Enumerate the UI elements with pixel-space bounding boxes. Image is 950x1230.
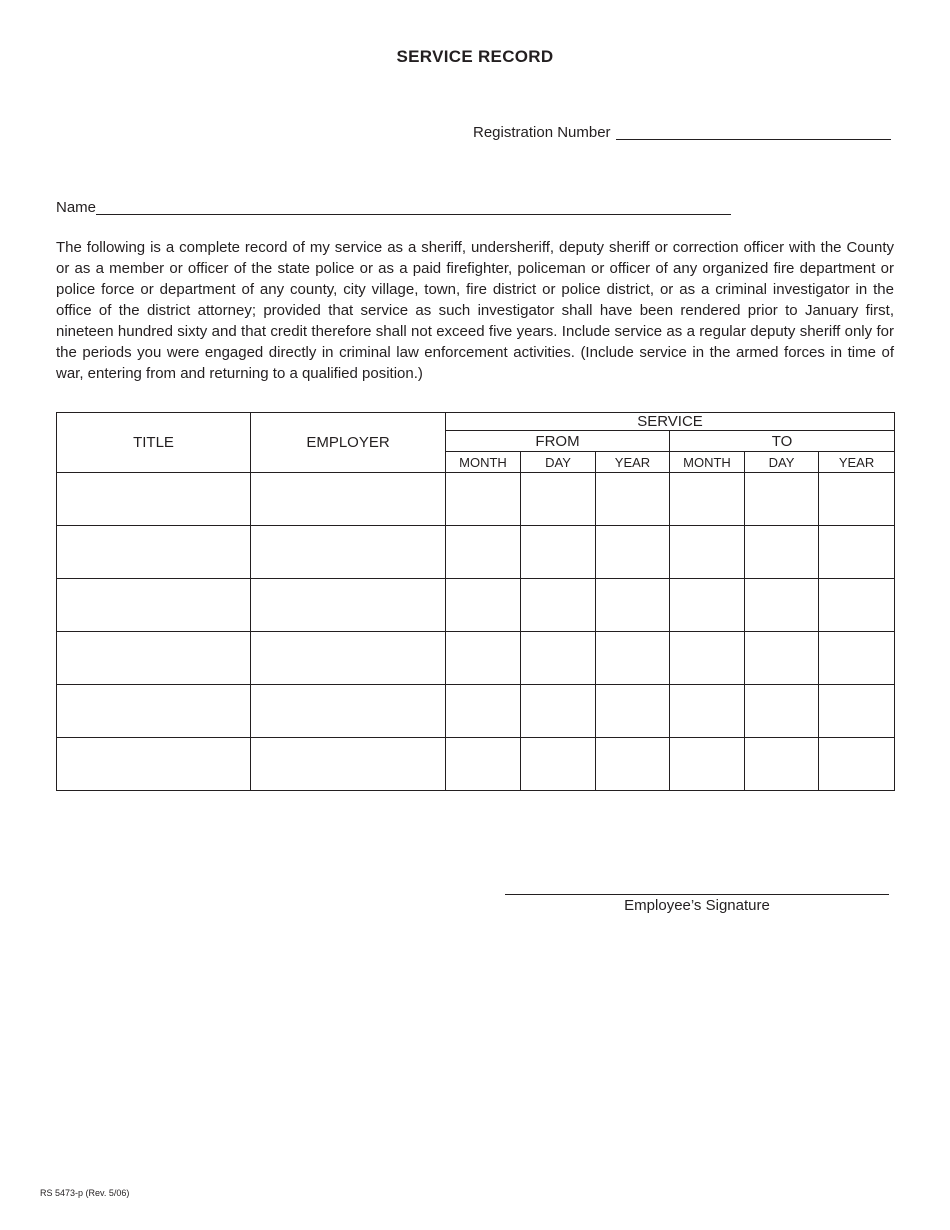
from-year-cell[interactable]: [596, 526, 670, 579]
to-day-cell[interactable]: [745, 473, 819, 526]
to-day-cell[interactable]: [745, 579, 819, 632]
from-year-cell[interactable]: [596, 473, 670, 526]
from-day-cell[interactable]: [521, 632, 596, 685]
name-label: Name: [56, 199, 97, 216]
instructions-paragraph: The following is a complete record of my service as a sheriff, undersheriff, deputy sheriff or correction officer with the County or as a member or officer of the state police or as a paid firefighter, policeman or officer of any organized fire department or police force or department of any county, city village, town, fire district or police district, or as a criminal investigator in the office of the district attorney; provided that service as such investigator shall have been rendered prior to January first, nineteen hundred sixty and that credit therefore shall not exceed five years. Include service as a regular deputy sheriff only for the periods you were engaged directly in criminal law enforcement activities. (Include service in the armed forces in time of war, entering from and returning to a qualified position.): [56, 239, 894, 382]
from-month-cell[interactable]: [446, 579, 521, 632]
col-header-title: TITLE: [57, 413, 251, 473]
signature-field[interactable]: [505, 894, 889, 895]
to-day-cell[interactable]: [745, 526, 819, 579]
to-month-cell[interactable]: [670, 579, 745, 632]
to-month-cell[interactable]: [670, 473, 745, 526]
col-header-to-month: MONTH: [670, 452, 745, 473]
col-header-to-year: YEAR: [819, 452, 895, 473]
table-row: [57, 632, 895, 685]
from-day-cell[interactable]: [521, 738, 596, 791]
from-month-cell[interactable]: [446, 632, 521, 685]
form-title: SERVICE RECORD: [396, 47, 554, 66]
table-row: [57, 685, 895, 738]
registration-number-label: Registration Number: [473, 124, 611, 141]
from-month-cell[interactable]: [446, 526, 521, 579]
to-month-cell[interactable]: [670, 685, 745, 738]
col-header-service: SERVICE: [446, 413, 895, 431]
employer-cell[interactable]: [251, 526, 446, 579]
table-row: [57, 738, 895, 791]
from-day-cell[interactable]: [521, 685, 596, 738]
employer-cell[interactable]: [251, 473, 446, 526]
from-day-cell[interactable]: [521, 473, 596, 526]
title-cell[interactable]: [57, 473, 251, 526]
table-row: [57, 579, 895, 632]
to-year-cell[interactable]: [819, 685, 895, 738]
title-cell[interactable]: [57, 632, 251, 685]
name-field[interactable]: [96, 214, 731, 215]
title-cell[interactable]: [57, 685, 251, 738]
to-day-cell[interactable]: [745, 632, 819, 685]
to-month-cell[interactable]: [670, 632, 745, 685]
from-year-cell[interactable]: [596, 579, 670, 632]
registration-number-field[interactable]: [616, 139, 891, 140]
to-month-cell[interactable]: [670, 526, 745, 579]
employer-cell[interactable]: [251, 685, 446, 738]
col-header-from: FROM: [446, 431, 670, 452]
col-header-to: TO: [670, 431, 895, 452]
employer-cell[interactable]: [251, 579, 446, 632]
title-cell[interactable]: [57, 526, 251, 579]
to-year-cell[interactable]: [819, 579, 895, 632]
table-row: [57, 526, 895, 579]
to-year-cell[interactable]: [819, 526, 895, 579]
form-number: RS 5473-p (Rev. 5/06): [40, 1188, 130, 1198]
col-header-to-day: DAY: [745, 452, 819, 473]
col-header-from-month: MONTH: [446, 452, 521, 473]
from-month-cell[interactable]: [446, 685, 521, 738]
to-year-cell[interactable]: [819, 632, 895, 685]
to-month-cell[interactable]: [670, 738, 745, 791]
from-day-cell[interactable]: [521, 526, 596, 579]
table-row: [57, 473, 895, 526]
signature-label: Employee’s Signature: [624, 897, 770, 914]
from-year-cell[interactable]: [596, 685, 670, 738]
col-header-from-year: YEAR: [596, 452, 670, 473]
from-day-cell[interactable]: [521, 579, 596, 632]
from-year-cell[interactable]: [596, 632, 670, 685]
from-year-cell[interactable]: [596, 738, 670, 791]
employer-cell[interactable]: [251, 632, 446, 685]
title-cell[interactable]: [57, 579, 251, 632]
service-table: [56, 412, 895, 791]
to-year-cell[interactable]: [819, 473, 895, 526]
from-month-cell[interactable]: [446, 738, 521, 791]
from-month-cell[interactable]: [446, 473, 521, 526]
to-day-cell[interactable]: [745, 738, 819, 791]
to-year-cell[interactable]: [819, 738, 895, 791]
employer-cell[interactable]: [251, 738, 446, 791]
to-day-cell[interactable]: [745, 685, 819, 738]
title-cell[interactable]: [57, 738, 251, 791]
col-header-from-day: DAY: [521, 452, 596, 473]
col-header-employer: EMPLOYER: [251, 413, 446, 473]
